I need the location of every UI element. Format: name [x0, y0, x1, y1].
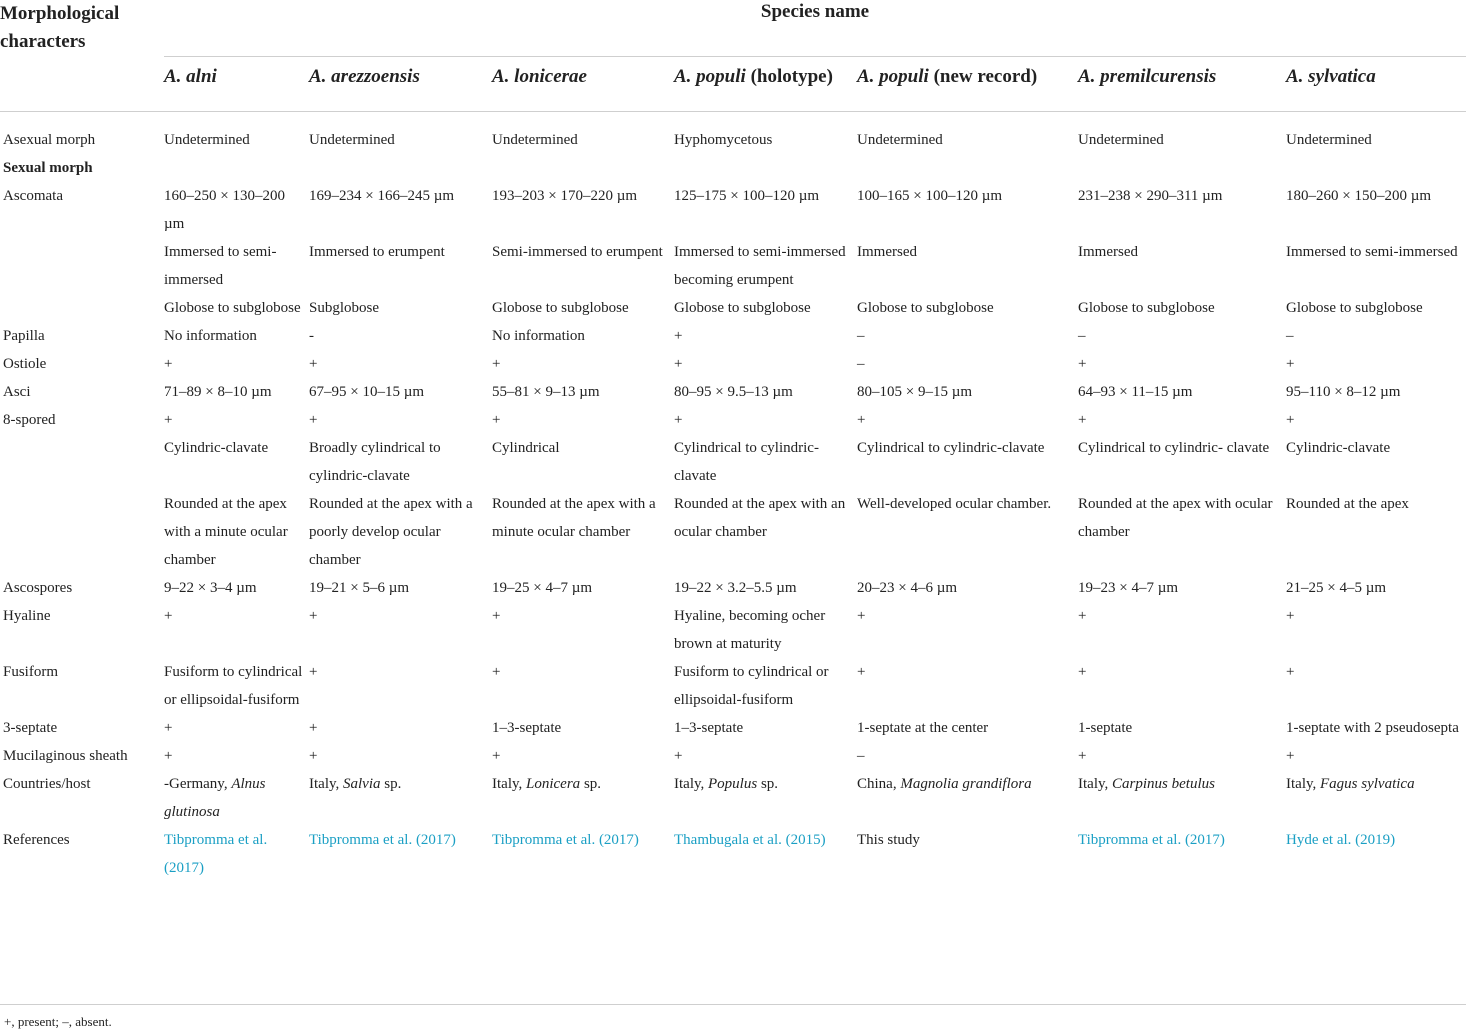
reference-link[interactable]: Hyde et al. (2019): [1286, 832, 1396, 848]
table-cell: Undetermined: [1286, 132, 1372, 148]
table-row-shape: [0, 294, 1466, 322]
reference-cell: [309, 826, 492, 882]
row-label: [0, 434, 164, 490]
row-label: 3-septate: [3, 720, 58, 736]
row-label: 8-spored: [3, 412, 56, 428]
table-cell: +: [1286, 608, 1295, 624]
table-cell: Undetermined: [1078, 132, 1164, 148]
host-name: Fagus sylvatica: [1320, 776, 1415, 792]
table-row-papilla: [0, 322, 1466, 350]
table-cell: –: [857, 356, 865, 372]
table-cell: 160–250 × 130–200 µm: [164, 188, 285, 232]
table-cell: 1-septate at the center: [857, 720, 989, 736]
table-row-septate: [0, 714, 1466, 742]
table-cell: 193–203 × 170–220 µm: [492, 188, 638, 204]
table-cell: +: [1078, 608, 1087, 624]
table-cell: 19–21 × 5–6 µm: [309, 580, 410, 596]
table-cell: Subglobose: [309, 300, 380, 316]
country-host-cell: [1078, 770, 1286, 826]
table-cell: Broadly cylindrical to cylindric-clavate: [309, 440, 441, 484]
row-label: Countries/host: [3, 776, 91, 792]
table-cell: 169–234 × 166–245 µm: [309, 188, 455, 204]
table-cell: Rounded at the apex with a minute ocular chamber: [164, 496, 288, 568]
table-cell: Immersed to semi-immersed: [1286, 244, 1458, 260]
table-cell: Cylindrical to cylindric-clavate: [674, 440, 819, 484]
table-cell: +: [1286, 412, 1295, 428]
table-cell: 80–105 × 9–15 µm: [857, 384, 973, 400]
header-row: [0, 0, 1466, 57]
table-cell: 21–25 × 4–5 µm: [1286, 580, 1387, 596]
row-label: Papilla: [3, 328, 45, 344]
table-cell: No information: [164, 328, 257, 344]
table-cell: Undetermined: [857, 132, 943, 148]
host-name: Carpinus betulus: [1112, 776, 1215, 792]
table-cell: +: [1286, 664, 1295, 680]
table-cell: Undetermined: [164, 132, 250, 148]
host-name: Magnolia grandiflora: [900, 776, 1032, 792]
table-cell: Immersed: [857, 244, 917, 260]
table-row-ascomata: [0, 182, 1466, 238]
table-cell: Undetermined: [309, 132, 395, 148]
table-cell: +: [309, 608, 318, 624]
row-label: References: [3, 832, 70, 848]
country-text: -Germany,: [164, 776, 232, 792]
table-row-asci: [0, 378, 1466, 406]
table-body: [0, 112, 1466, 883]
table-cell: +: [309, 664, 318, 680]
table-cell: Globose to subglobose: [674, 300, 811, 316]
table-cell: 64–93 × 11–15 µm: [1078, 384, 1193, 400]
table-cell: +: [1078, 748, 1087, 764]
species-arezzoensis-header: A. arezzoensis: [309, 66, 420, 87]
table-cell: +: [309, 412, 318, 428]
table-cell: +: [1078, 412, 1087, 428]
table-cell: 1-septate: [1078, 720, 1133, 736]
country-text: Italy,: [674, 776, 709, 792]
country-host-cell: [674, 770, 857, 826]
table-cell: Rounded at the apex with a poorly develop ocular chamber: [309, 496, 473, 568]
row-label: Fusiform: [3, 664, 59, 680]
table-cell: Well-developed ocular chamber.: [857, 496, 1052, 512]
table-cell: +: [1286, 356, 1295, 372]
table-cell: -: [309, 328, 314, 344]
table-cell: 125–175 × 100–120 µm: [674, 188, 820, 204]
row-label: Hyaline: [3, 608, 51, 624]
reference-cell: [492, 826, 674, 882]
table-cell: +: [674, 356, 683, 372]
table-cell: +: [674, 412, 683, 428]
table-cell: +: [164, 356, 173, 372]
bottom-rule: [0, 1004, 1466, 1005]
table-cell: Fusiform to cylindrical or ellipsoidal-fusiform: [164, 664, 303, 708]
row-label: Ascospores: [3, 580, 73, 596]
country-host-cell: [492, 770, 674, 826]
table-cell: +: [492, 748, 501, 764]
table-cell: +: [309, 748, 318, 764]
table-cell: +: [492, 608, 501, 624]
country-host-cell: [857, 770, 1078, 826]
table-cell: Hyphomycetous: [674, 132, 773, 148]
country-host-cell: [1286, 770, 1466, 826]
table-cell: 95–110 × 8–12 µm: [1286, 384, 1401, 400]
reference-cell: [1078, 826, 1286, 882]
table-row-hyaline: [0, 602, 1466, 658]
country-text: Italy,: [309, 776, 344, 792]
country-host-cell: [309, 770, 492, 826]
table-cell: Rounded at the apex with an ocular chamber: [674, 496, 846, 540]
host-name: Populus: [708, 776, 758, 792]
table-cell: +: [857, 412, 866, 428]
table-row-sexual: [0, 154, 1466, 182]
table-cell: +: [492, 412, 501, 428]
table-cell: 100–165 × 100–120 µm: [857, 188, 1003, 204]
reference-link[interactable]: Tibpromma et al. (2017): [1078, 832, 1225, 848]
species-alni-header: A. alni: [164, 66, 217, 87]
table-cell: +: [309, 720, 318, 736]
row-label: Asexual morph: [3, 132, 96, 148]
row-label: Asci: [3, 384, 31, 400]
row-label: Ascomata: [3, 188, 63, 204]
table-cell: 19–23 × 4–7 µm: [1078, 580, 1179, 596]
table-cell: Immersed to semi-immersed becoming erumpent: [674, 244, 846, 288]
table-cell: Hyaline, becoming ocher brown at maturity: [674, 608, 826, 652]
table-cell: Globose to subglobose: [857, 300, 994, 316]
reference-link[interactable]: Tibpromma et al. (2017): [164, 832, 268, 876]
table-cell: –: [857, 328, 865, 344]
reference-cell: [857, 826, 1078, 882]
table-cell: No information: [492, 328, 585, 344]
host-name: Alnus glutinosa: [164, 776, 266, 820]
table-cell: +: [164, 720, 173, 736]
table-cell: Cylindrical: [492, 440, 560, 456]
morph-characters-header: Morphological characters: [0, 0, 164, 112]
table-cell: +: [857, 608, 866, 624]
reference-link[interactable]: Thambugala et al. (2015): [674, 832, 826, 848]
row-label: [0, 294, 164, 322]
table-cell: 55–81 × 9–13 µm: [492, 384, 600, 400]
table-cell: +: [492, 664, 501, 680]
table-cell: +: [492, 356, 501, 372]
host-name: Salvia: [343, 776, 381, 792]
table-row-ostiole: [0, 350, 1466, 378]
reference-text: This study: [857, 832, 920, 848]
table-row-asexual: [0, 112, 1466, 155]
table-cell: 1-septate with 2 pseudosepta: [1286, 720, 1459, 736]
table-cell: 80–95 × 9.5–13 µm: [674, 384, 793, 400]
country-text: Italy,: [1286, 776, 1321, 792]
reference-link[interactable]: Tibpromma et al. (2017): [492, 832, 639, 848]
table-cell: Rounded at the apex with a minute ocular chamber: [492, 496, 656, 540]
table-cell: Fusiform to cylindrical or ellipsoidal-fusiform: [674, 664, 829, 708]
table-cell: +: [1078, 664, 1087, 680]
species-populi-new-record-header: A. populi (new record): [857, 66, 1038, 87]
table-cell: +: [674, 748, 683, 764]
table-cell: 20–23 × 4–6 µm: [857, 580, 958, 596]
table-cell: +: [857, 664, 866, 680]
table-cell: 180–260 × 150–200 µm: [1286, 188, 1432, 204]
table-row-fusiform: [0, 658, 1466, 714]
host-name: Lonicera: [526, 776, 581, 792]
species-sylvatica-header: A. sylvatica: [1286, 66, 1376, 87]
table-cell: Globose to subglobose: [1078, 300, 1215, 316]
table-cell: Immersed to erumpent: [309, 244, 445, 260]
reference-cell: [1286, 826, 1466, 882]
table-row-ascospores: [0, 574, 1466, 602]
table-cell: Globose to subglobose: [164, 300, 301, 316]
table-cell: 71–89 × 8–10 µm: [164, 384, 272, 400]
table-cell: Cylindrical to cylindric- clavate: [1078, 440, 1270, 456]
reference-link[interactable]: Tibpromma et al. (2017): [309, 832, 456, 848]
table-cell: Cylindric-clavate: [164, 440, 269, 456]
species-premilcurensis-header: A. premilcurensis: [1078, 66, 1217, 87]
table-cell: +: [164, 748, 173, 764]
table-cell: 1–3-septate: [674, 720, 744, 736]
table-cell: Cylindric-clavate: [1286, 440, 1391, 456]
row-label: [0, 238, 164, 294]
table-cell: –: [1078, 328, 1086, 344]
table-cell: Rounded at the apex with ocular chamber: [1078, 496, 1273, 540]
host-suffix: sp.: [580, 776, 602, 792]
table-cell: Globose to subglobose: [492, 300, 629, 316]
table-cell: 231–238 × 290–311 µm: [1078, 188, 1223, 204]
table-cell: Rounded at the apex: [1286, 496, 1409, 512]
table-cell: Globose to subglobose: [1286, 300, 1423, 316]
table-row-immersion: [0, 238, 1466, 294]
table-row-asci-shape: [0, 434, 1466, 490]
table-cell: +: [164, 412, 173, 428]
table-cell: +: [1286, 748, 1295, 764]
table-cell: –: [857, 748, 865, 764]
species-header-row: [0, 57, 1466, 112]
country-text: China,: [857, 776, 901, 792]
table-row-apex: [0, 490, 1466, 574]
species-populi-holotype-header: A. populi (holotype): [674, 66, 833, 87]
table-cell: Semi-immersed to erumpent: [492, 244, 663, 260]
table-cell: Undetermined: [492, 132, 578, 148]
table-cell: 9–22 × 3–4 µm: [164, 580, 257, 596]
table-row-spored: [0, 406, 1466, 434]
table-cell: +: [1078, 356, 1087, 372]
row-label: Ostiole: [3, 356, 47, 372]
host-suffix: sp.: [757, 776, 779, 792]
country-host-cell: [164, 770, 309, 826]
table-row-countries: [0, 770, 1466, 826]
reference-cell: [674, 826, 857, 882]
host-suffix: sp.: [380, 776, 402, 792]
table-cell: 67–95 × 10–15 µm: [309, 384, 425, 400]
table-cell: Immersed to semi-immersed: [164, 244, 277, 288]
table-cell: Cylindrical to cylindric-clavate: [857, 440, 1045, 456]
empty-cell: [164, 154, 1466, 182]
footnote: +, present; –, absent.: [4, 1014, 112, 1029]
table-cell: 1–3-septate: [492, 720, 562, 736]
reference-cell: [164, 826, 309, 882]
species-lonicerae-header: A. lonicerae: [492, 66, 587, 87]
species-name-header: Species name: [164, 0, 1466, 57]
row-label: Mucilaginous sheath: [3, 748, 128, 764]
table-cell: –: [1286, 328, 1294, 344]
table-cell: 19–22 × 3.2–5.5 µm: [674, 580, 797, 596]
table-cell: +: [164, 608, 173, 624]
table-row-sheath: [0, 742, 1466, 770]
table-cell: 19–25 × 4–7 µm: [492, 580, 593, 596]
table-cell: +: [674, 328, 683, 344]
row-label: [0, 490, 164, 574]
table-row-references: [0, 826, 1466, 882]
table-cell: Immersed: [1078, 244, 1138, 260]
table-cell: +: [309, 356, 318, 372]
country-text: Italy,: [492, 776, 527, 792]
country-text: Italy,: [1078, 776, 1113, 792]
row-label: Sexual morph: [3, 160, 93, 176]
